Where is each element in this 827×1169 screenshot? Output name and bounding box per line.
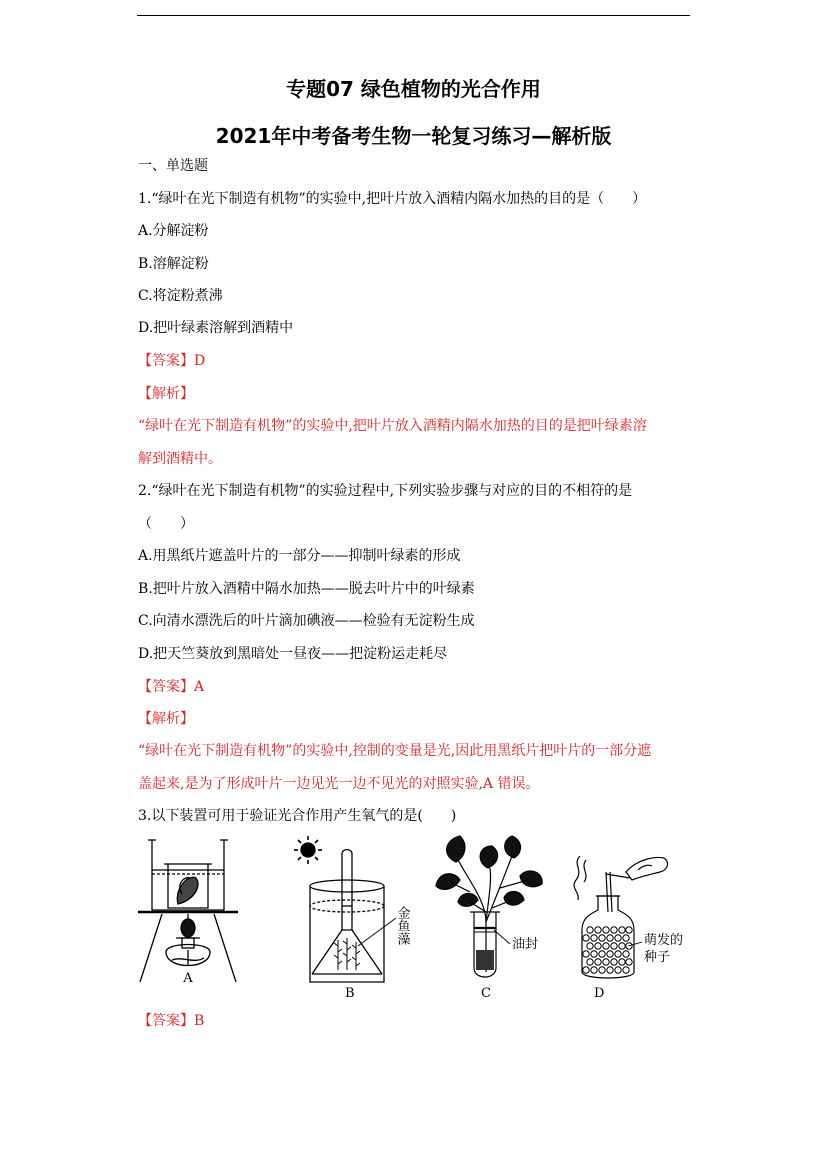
figure-a-water-bath bbox=[138, 834, 238, 984]
section-heading: 一、单选题 bbox=[138, 158, 208, 174]
answer-value: B bbox=[194, 1013, 205, 1029]
q1-option-c: C.将淀粉煮沸 bbox=[138, 288, 223, 304]
answer-label: 【答案】 bbox=[138, 679, 194, 695]
answer-value: A bbox=[194, 679, 205, 695]
q2-option-a: A.用黑纸片遮盖叶片的一部分——抑制叶绿素的形成 bbox=[138, 548, 461, 564]
answer-label: 【答案】 bbox=[138, 353, 194, 369]
q2-answer bbox=[138, 677, 204, 697]
header-rule bbox=[137, 15, 690, 16]
q1-analysis-line-2: 解到酒精中。 bbox=[138, 451, 222, 467]
q1-analysis-label: 【解析】 bbox=[138, 386, 194, 402]
q1-stem: 1.“绿叶在光下制造有机物”的实验中,把叶片放入酒精内隔水加热的目的是（ ） bbox=[138, 191, 647, 207]
figure-d-seed-label-1: 萌发的 bbox=[644, 933, 684, 948]
q1-answer bbox=[138, 351, 205, 371]
page-title: 专题07 绿色植物的光合作用 bbox=[286, 77, 541, 101]
q3-answer bbox=[138, 1011, 204, 1031]
q3-stem: 3.以下装置可用于验证光合作用产生氧气的是( ) bbox=[138, 808, 457, 824]
figure-c-caption: C bbox=[481, 986, 491, 1001]
q2-option-c: C.向清水漂洗后的叶片滴加碘液——检验有无淀粉生成 bbox=[138, 613, 475, 629]
q2-option-d: D.把天竺葵放到黑暗处一昼夜——把淀粉运走耗尽 bbox=[138, 646, 448, 662]
q2-analysis-line-1: “绿叶在光下制造有机物”的实验中,控制的变量是光,因此用黑纸片把叶片的一部分遮 bbox=[138, 743, 652, 759]
figure-c-oil-sealed-tube bbox=[430, 832, 550, 982]
q1-analysis-line-1: “绿叶在光下制造有机物”的实验中,把叶片放入酒精内隔水加热的目的是把叶绿素溶 bbox=[138, 418, 647, 434]
q2-option-b: B.把叶片放入酒精中隔水加热——脱去叶片中的叶绿素 bbox=[138, 581, 475, 597]
q1-option-a: A.分解淀粉 bbox=[138, 223, 209, 239]
q2-analysis-label: 【解析】 bbox=[138, 711, 194, 727]
page-subtitle: 2021年中考备考生物一轮复习练习—解析版 bbox=[215, 124, 612, 148]
q2-stem-line-2: （ ） bbox=[138, 516, 194, 532]
answer-label: 【答案】 bbox=[138, 1013, 194, 1029]
q1-option-d: D.把叶绿素溶解到酒精中 bbox=[138, 320, 294, 336]
q2-stem-line-1: 2.“绿叶在光下制造有机物”的实验过程中,下列实验步骤与对应的目的不相符的是 bbox=[138, 483, 633, 499]
figure-c-oil-label: 油封 bbox=[512, 937, 539, 952]
answer-value: D bbox=[194, 353, 206, 369]
figure-d-seed-label-2: 种子 bbox=[644, 950, 671, 965]
q1-option-b: B.溶解淀粉 bbox=[138, 256, 209, 272]
figure-b-plant-label: 金鱼藻 bbox=[394, 906, 410, 945]
figure-d-caption: D bbox=[594, 986, 605, 1001]
figure-b-caption: B bbox=[345, 986, 355, 1001]
q2-analysis-line-2: 盖起来,是为了形成叶片一边见光一边不见光的对照实验,A 错误。 bbox=[138, 776, 540, 792]
figure-d-germinating-seeds-bottle bbox=[566, 850, 686, 985]
figure-a-label: A bbox=[183, 971, 193, 984]
figure-b-aquatic-plant-tank bbox=[292, 834, 442, 984]
